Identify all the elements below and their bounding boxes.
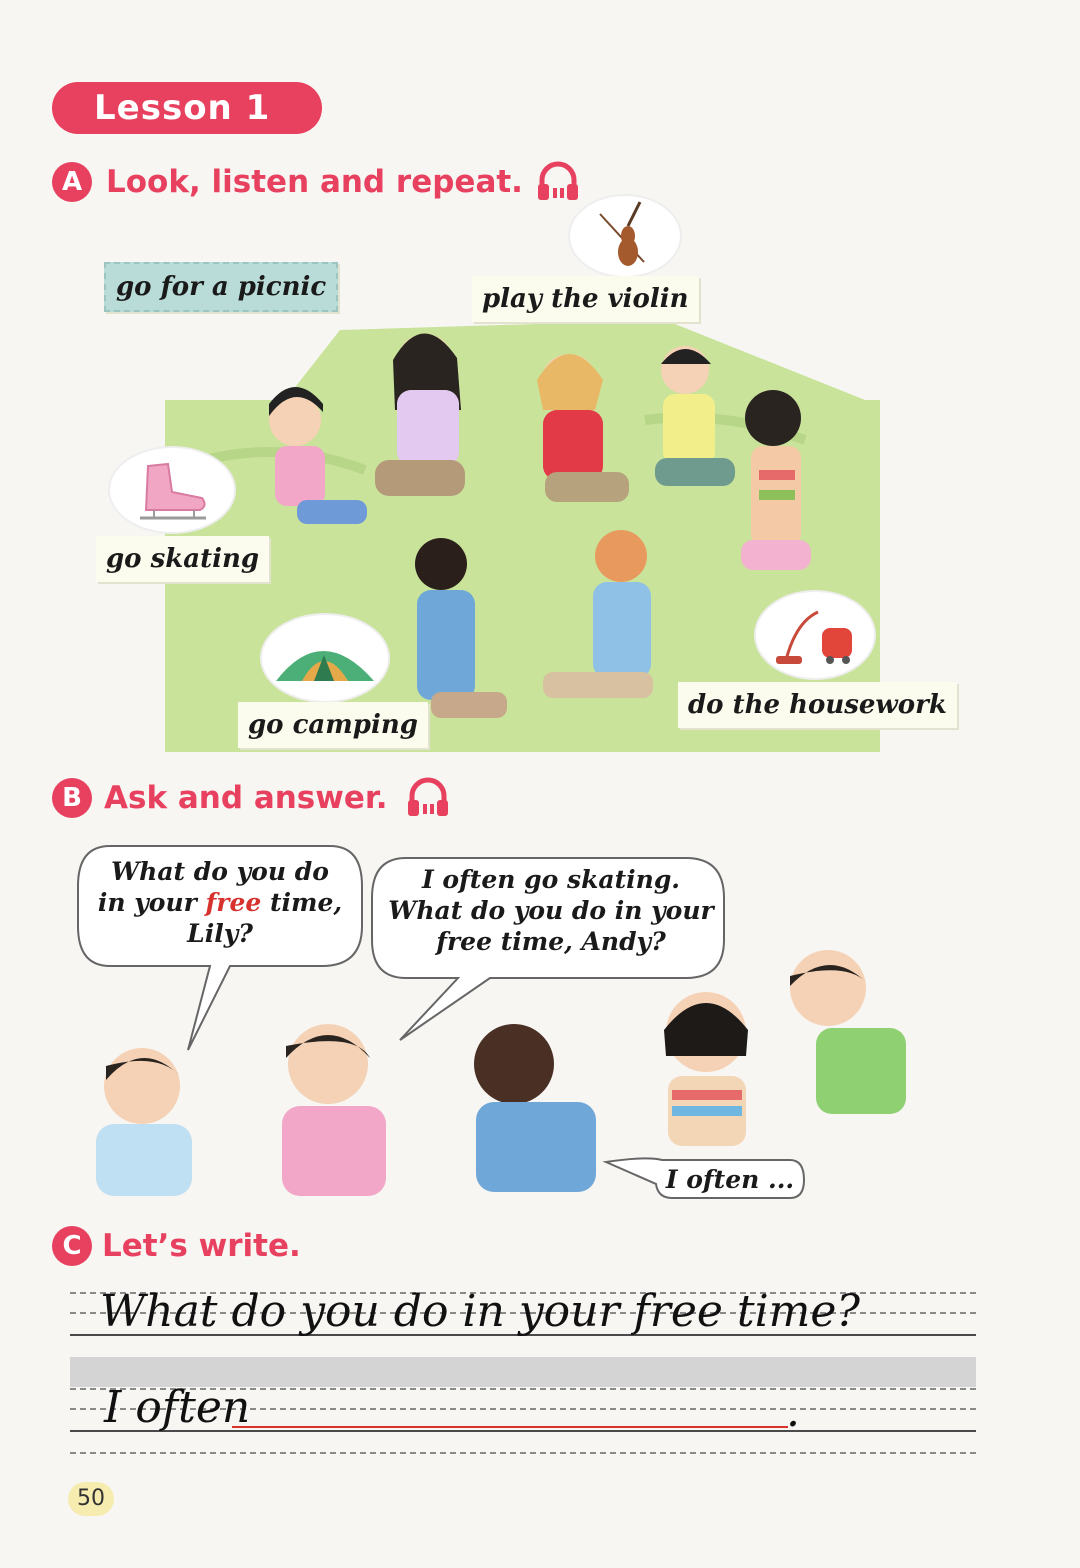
violin-icon-oval: [570, 196, 680, 276]
tent-icon: [262, 615, 388, 701]
bubble-line: [80, 887, 360, 918]
bubble-lily-answer: [376, 864, 726, 957]
vacuum-icon-oval: [756, 592, 874, 678]
label-play-the-violin: play the violin: [472, 276, 699, 322]
label-go-skating: go skating: [96, 536, 269, 582]
bubble-line: What do you do: [111, 857, 329, 886]
tent-icon-oval: [262, 615, 388, 701]
bubble-line: free time, Andy?: [436, 927, 666, 956]
ice-skate-icon: [110, 448, 234, 532]
section-a-title: Look, listen and repeat.: [106, 164, 523, 200]
child-figure-5: [741, 390, 811, 570]
section-b-title: Ask and answer.: [104, 780, 388, 816]
bubble-lily-question: [80, 856, 360, 949]
label-do-the-housework: do the housework: [678, 682, 957, 728]
child-figure-3: [474, 1024, 596, 1192]
lesson-title: Lesson 1: [52, 82, 322, 134]
page-number: 50: [68, 1482, 114, 1516]
skate-icon-oval: [110, 448, 234, 532]
writing-example-question: What do you do in your free time?: [100, 1286, 861, 1337]
child-figure-lily: [282, 1024, 386, 1196]
bubble-line: What do you do in your: [388, 896, 714, 925]
bubble-line: I often go skating.: [421, 865, 681, 894]
bubble-line: Lily?: [187, 919, 253, 948]
bubble-andy-answer: I often ...: [665, 1165, 795, 1194]
headphone-icon[interactable]: [406, 776, 450, 818]
section-c-title: Let’s write.: [102, 1228, 301, 1264]
section-c-badge: C: [52, 1226, 92, 1266]
child-figure-andy: [96, 1048, 192, 1196]
vacuum-cleaner-icon: [756, 592, 874, 678]
bubble-fragment: time,: [261, 888, 343, 917]
label-go-for-a-picnic: go for a picnic: [104, 262, 338, 312]
bubble-fragment: in your: [97, 888, 206, 917]
writing-answer-period: .: [786, 1386, 800, 1437]
section-b-badge: B: [52, 778, 92, 818]
child-figure-4: [664, 992, 748, 1146]
writing-guide-line: [70, 1452, 976, 1454]
violin-icon: [570, 196, 680, 276]
highlight-word: free: [205, 888, 262, 917]
child-figure-5: [790, 950, 906, 1114]
writing-answer-start: I often: [104, 1382, 251, 1433]
section-a-badge: A: [52, 162, 92, 202]
label-go-camping: go camping: [238, 702, 428, 748]
conversation-children-illustration: [86, 946, 966, 1196]
answer-blank-line[interactable]: [232, 1426, 788, 1428]
